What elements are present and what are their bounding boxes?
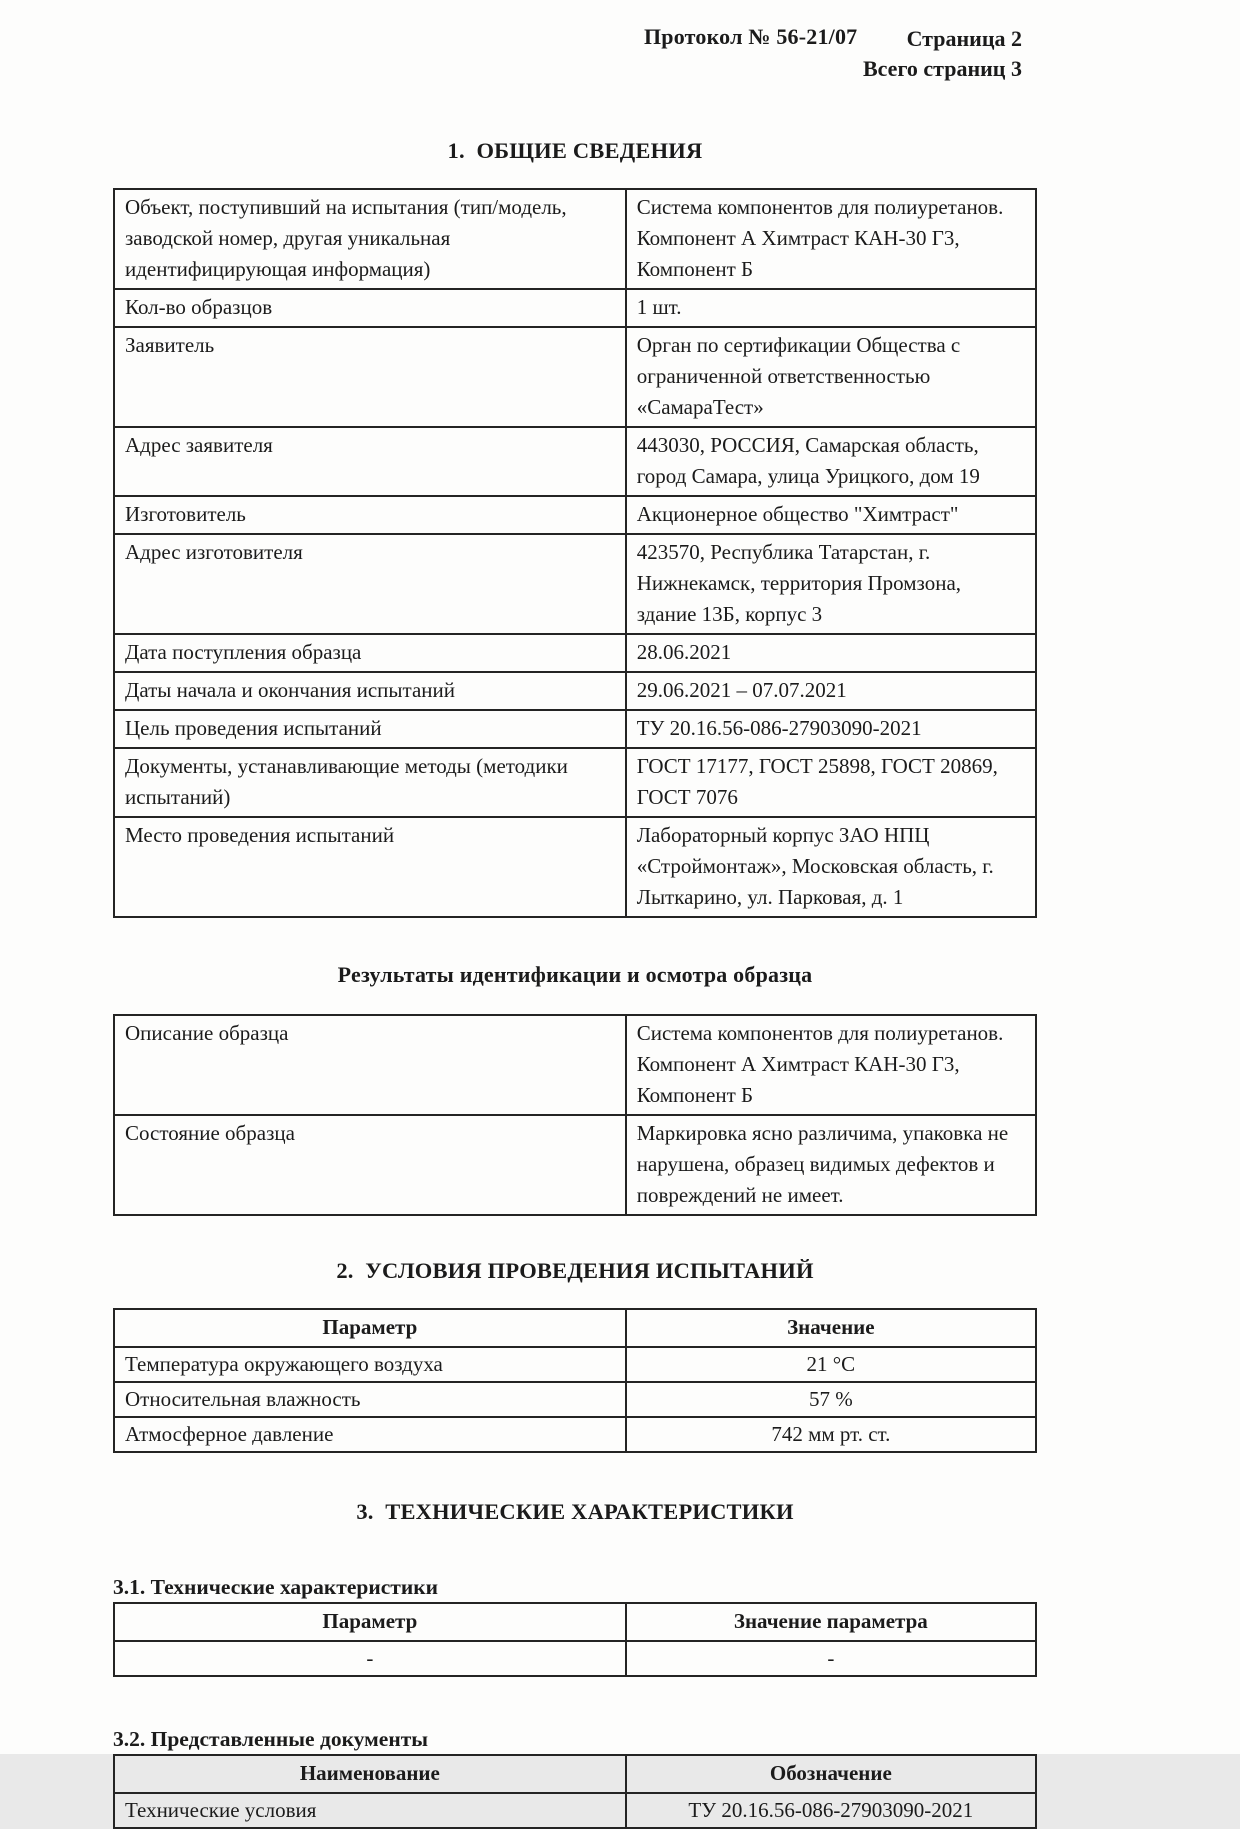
info-label: Адрес заявителя bbox=[114, 427, 626, 496]
table-row bbox=[114, 634, 1036, 672]
info-label: Кол-во образцов bbox=[114, 289, 626, 327]
info-value: 1 шт. bbox=[626, 289, 1036, 327]
table-row bbox=[114, 189, 1036, 289]
param-label: - bbox=[114, 1641, 626, 1676]
submitted-documents-table bbox=[113, 1754, 1037, 1829]
total-pages: Всего страниц 3 bbox=[862, 56, 1022, 81]
table-row bbox=[114, 1115, 1036, 1215]
info-value: Маркировка ясно различима, упаковка не нарушена, образец видимых дефектов и повреждений не имеет. bbox=[626, 1115, 1036, 1215]
info-value: ТУ 20.16.56-086-27903090-2021 bbox=[626, 710, 1036, 748]
param-value: 742 мм рт. ст. bbox=[626, 1417, 1036, 1452]
doc-name: Технические условия bbox=[114, 1793, 626, 1828]
table-row bbox=[114, 534, 1036, 634]
page-content bbox=[113, 0, 1037, 1829]
table-row bbox=[114, 1641, 1036, 1676]
info-value: Система компонентов для полиуретанов. Компонент А Химтраст КАН-30 Г3, Компонент Б bbox=[626, 1015, 1036, 1115]
table-row bbox=[114, 1015, 1036, 1115]
table-row bbox=[114, 1417, 1036, 1452]
info-label: Объект, поступивший на испытания (тип/модель, заводской номер, другая уникальная идентифицирующая информация) bbox=[114, 189, 626, 289]
table-header-row bbox=[114, 1755, 1036, 1793]
table-row bbox=[114, 748, 1036, 817]
info-value: Система компонентов для полиуретанов. Компонент А Химтраст КАН-30 Г3, Компонент Б bbox=[626, 189, 1036, 289]
info-label: Состояние образца bbox=[114, 1115, 626, 1215]
table-row bbox=[114, 710, 1036, 748]
table-row bbox=[114, 1382, 1036, 1417]
column-header: Наименование bbox=[114, 1755, 626, 1793]
info-label: Изготовитель bbox=[114, 496, 626, 534]
identification-title: Результаты идентификации и осмотра образца bbox=[337, 962, 813, 987]
param-label: Температура окружающего воздуха bbox=[114, 1347, 626, 1382]
info-label: Даты начала и окончания испытаний bbox=[114, 672, 626, 710]
info-value: Лабораторный корпус ЗАО НПЦ «Строймонтаж», Московская область, г. Лыткарино, ул. Парковая, д. 1 bbox=[626, 817, 1036, 917]
info-value: ГОСТ 17177, ГОСТ 25898, ГОСТ 20869, ГОСТ 7076 bbox=[626, 748, 1036, 817]
param-value: 57 % bbox=[626, 1382, 1036, 1417]
table-row bbox=[114, 817, 1036, 917]
section2-title: 2. УСЛОВИЯ ПРОВЕДЕНИЯ ИСПЫТАНИЙ bbox=[336, 1258, 814, 1283]
general-info-table bbox=[113, 188, 1037, 918]
column-header: Значение параметра bbox=[626, 1603, 1036, 1641]
info-value: Акционерное общество "Химтраст" bbox=[626, 496, 1036, 534]
column-header: Обозначение bbox=[626, 1755, 1036, 1793]
info-value: Орган по сертификации Общества с ограниченной ответственностью «СамараТест» bbox=[626, 327, 1036, 427]
column-header: Значение bbox=[626, 1309, 1036, 1347]
table-row bbox=[114, 289, 1036, 327]
info-label: Документы, устанавливающие методы (методики испытаний) bbox=[114, 748, 626, 817]
tech-characteristics-table bbox=[113, 1602, 1037, 1677]
param-value: 21 °C bbox=[626, 1347, 1036, 1382]
table-row bbox=[114, 427, 1036, 496]
info-value: 443030, РОССИЯ, Самарская область, город Самара, улица Урицкого, дом 19 bbox=[626, 427, 1036, 496]
page-number: Страница 2 bbox=[906, 26, 1022, 51]
section1-title: 1. ОБЩИЕ СВЕДЕНИЯ bbox=[447, 138, 703, 163]
info-label: Дата поступления образца bbox=[114, 634, 626, 672]
param-label: Относительная влажность bbox=[114, 1382, 626, 1417]
table-row bbox=[114, 672, 1036, 710]
param-value: - bbox=[626, 1641, 1036, 1676]
subsection-31-title: 3.1. Технические характеристики bbox=[113, 1575, 438, 1599]
section3-title: 3. ТЕХНИЧЕСКИЕ ХАРАКТЕРИСТИКИ bbox=[356, 1499, 794, 1524]
protocol-number: Протокол № 56-21/07 bbox=[644, 24, 858, 49]
table-header-row bbox=[114, 1309, 1036, 1347]
info-value: 29.06.2021 – 07.07.2021 bbox=[626, 672, 1036, 710]
info-label: Место проведения испытаний bbox=[114, 817, 626, 917]
info-label: Описание образца bbox=[114, 1015, 626, 1115]
table-row bbox=[114, 1793, 1036, 1828]
conditions-table bbox=[113, 1308, 1037, 1453]
table-header-row bbox=[114, 1603, 1036, 1641]
identification-table bbox=[113, 1014, 1037, 1216]
info-label: Цель проведения испытаний bbox=[114, 710, 626, 748]
info-value: 28.06.2021 bbox=[626, 634, 1036, 672]
info-label: Заявитель bbox=[114, 327, 626, 427]
column-header: Параметр bbox=[114, 1603, 626, 1641]
info-label: Адрес изготовителя bbox=[114, 534, 626, 634]
table-row bbox=[114, 496, 1036, 534]
table-row bbox=[114, 1347, 1036, 1382]
subsection-32-title: 3.2. Представленные документы bbox=[113, 1727, 429, 1751]
info-value: 423570, Республика Татарстан, г. Нижнекамск, территория Промзона, здание 13Б, корпус 3 bbox=[626, 534, 1036, 634]
param-label: Атмосферное давление bbox=[114, 1417, 626, 1452]
doc-designation: ТУ 20.16.56-086-27903090-2021 bbox=[626, 1793, 1036, 1828]
table-row bbox=[114, 327, 1036, 427]
column-header: Параметр bbox=[114, 1309, 626, 1347]
